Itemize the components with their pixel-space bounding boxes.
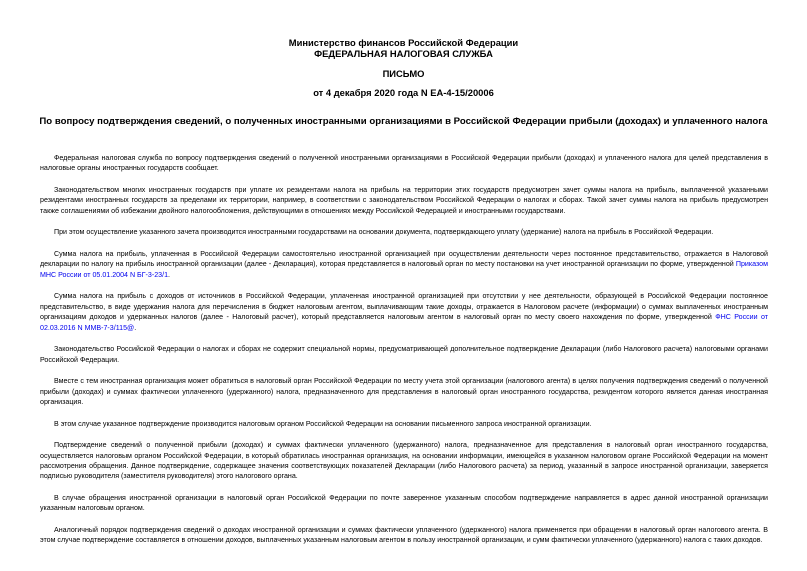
document-subject: По вопросу подтверждения сведений, о полученных иностранными организациями в Российской Федерации прибыли (доходах) и уплаченного налога [39,116,768,127]
paragraph-11: Аналогичный порядок подтверждения сведений о доходах иностранной организации и суммах фактически уплаченного (удержанного) налога применяется при обращении в налоговый орган налогового агента. В этом случае подтверждение составляется в отношении доходов, выплаченных указанным налоговым агентом в пользу иностранной организации, и сумм фактически уплаченного (удержанного) налога с таких доходов. [40,526,768,545]
paragraph-5-text: Сумма налога на прибыль с доходов от источников в Российской Федерации, уплаченная иностранной организацией при отсутствии у нее деятельности, образующей в Российской Федерации постоянное представительство, в виде удержания налога для перечисления в бюджет налоговым агентом, выплачивающим такие доходы, отражается в Налоговом расчете (информации) о суммах выплаченных иностранным организациям доходов и удержанных налогов (далее - Налоговый расчет), который представляется налоговым агентом в налоговый орган по месту своего нахождения по форме, утвержденной [40,292,768,322]
paragraph-6: Законодательство Российской Федерации о налогах и сборах не содержит специальной нормы, предусматривающей дополнительное подтверждение Декларации (либо Налогового расчета) налоговыми органами Российской Федерации. [40,345,768,364]
paragraph-7: Вместе с тем иностранная организация может обратиться в налоговый орган Российской Федерации по месту учета этой организации (налогового агента) в целях получения подтверждения сведений о полученной прибыли (доходах) и суммах фактически уплаченного (удержанного) налога, предназначенного для представления в налоговый орган иностранного государства, резидентом которого является данная иностранная организация. [40,377,768,407]
paragraph-4-end: . [168,270,171,279]
paragraph-4 [40,249,768,280]
paragraph-2: Законодательством многих иностранных государств при уплате их резидентами налога на прибыль на территории этих государств предусмотрен зачет суммы налога на прибыль, выплаченной указанными резидентами иностранных государств за пределами их территории, например, в соответствии с законодательством Российской Федерации о налогах и сборах. Такой зачет суммы налога на прибыль предусмотрен также соглашениями об избежании двойного налогообложения, действующими в отношениях между Российской Федерацией и иностранными государствами. [40,186,768,215]
letter-body [40,153,768,557]
paragraph-1: Федеральная налоговая служба по вопросу подтверждения сведений о полученной иностранными организациями в Российской Федерации прибыли (доходах) и уплаченного налога для целей представления в налоговые органы иностранных государств сообщает. [40,154,768,173]
paragraph-5-end: . [134,323,137,332]
paragraph-10: В случае обращения иностранной организации в налоговый орган Российской Федерации по почте заверенное указанным способом подтверждение направляется в адрес данной иностранной организации указанным налоговым органом. [40,494,768,513]
service-name: ФЕДЕРАЛЬНАЯ НАЛОГОВАЯ СЛУЖБА [314,48,493,59]
ministry-name: Министерство финансов Российской Федерации [288,37,519,48]
paragraph-8: В этом случае указанное подтверждение производится налоговым органом Российской Федерации на основании письменного запроса иностранной организации. [54,419,592,428]
order-mns-link[interactable]: Приказом МНС России от 05.01.2004 N БГ-3-23/1 [40,260,768,279]
paragraph-4-text: Сумма налога на прибыль, уплаченная в Российской Федерации самостоятельно иностранной организацией при осуществлении деятельности через постоянное представительство, отражается в Налоговой декларации по налогу на прибыль иностранной организации (далее - Декларация), которая представляется в налоговый орган по месту постановки на учет иностранной организации по форме, утвержденной [40,250,768,269]
paragraph-9: Подтверждение сведений о полученной прибыли (доходах) и суммах фактически уплаченного (удержанного) налога, предназначенное для представления в налоговый орган иностранного государства, осуществляется налоговым органом Российской Федерации, в который обратилась иностранная организация, на основании информации, имеющейся в указанном налоговом органе Российской Федерации на момент рассмотрения обращения. Данное подтверждение, содержащее значения соответствующих показателей Декларации (либо Налогового расчета) за период, указанный в запросе иностранной организации, заверяется подписью руководителя (заместителя руководителя) этого налогового органа. [40,441,768,481]
paragraph-5 [40,291,768,333]
paragraph-3: При этом осуществление указанного зачета производится иностранными государствами на основании документа, подтверждающего уплату (удержание) налога на прибыль в Российской Федерации. [54,228,714,237]
document-date-number: от 4 декабря 2020 года N ЕА-4-15/20006 [313,87,494,98]
document-type: ПИСЬМО [382,68,425,79]
order-fns-link[interactable]: ФНС России от 02.03.2016 N ММВ-7-3/115@ [40,313,768,332]
